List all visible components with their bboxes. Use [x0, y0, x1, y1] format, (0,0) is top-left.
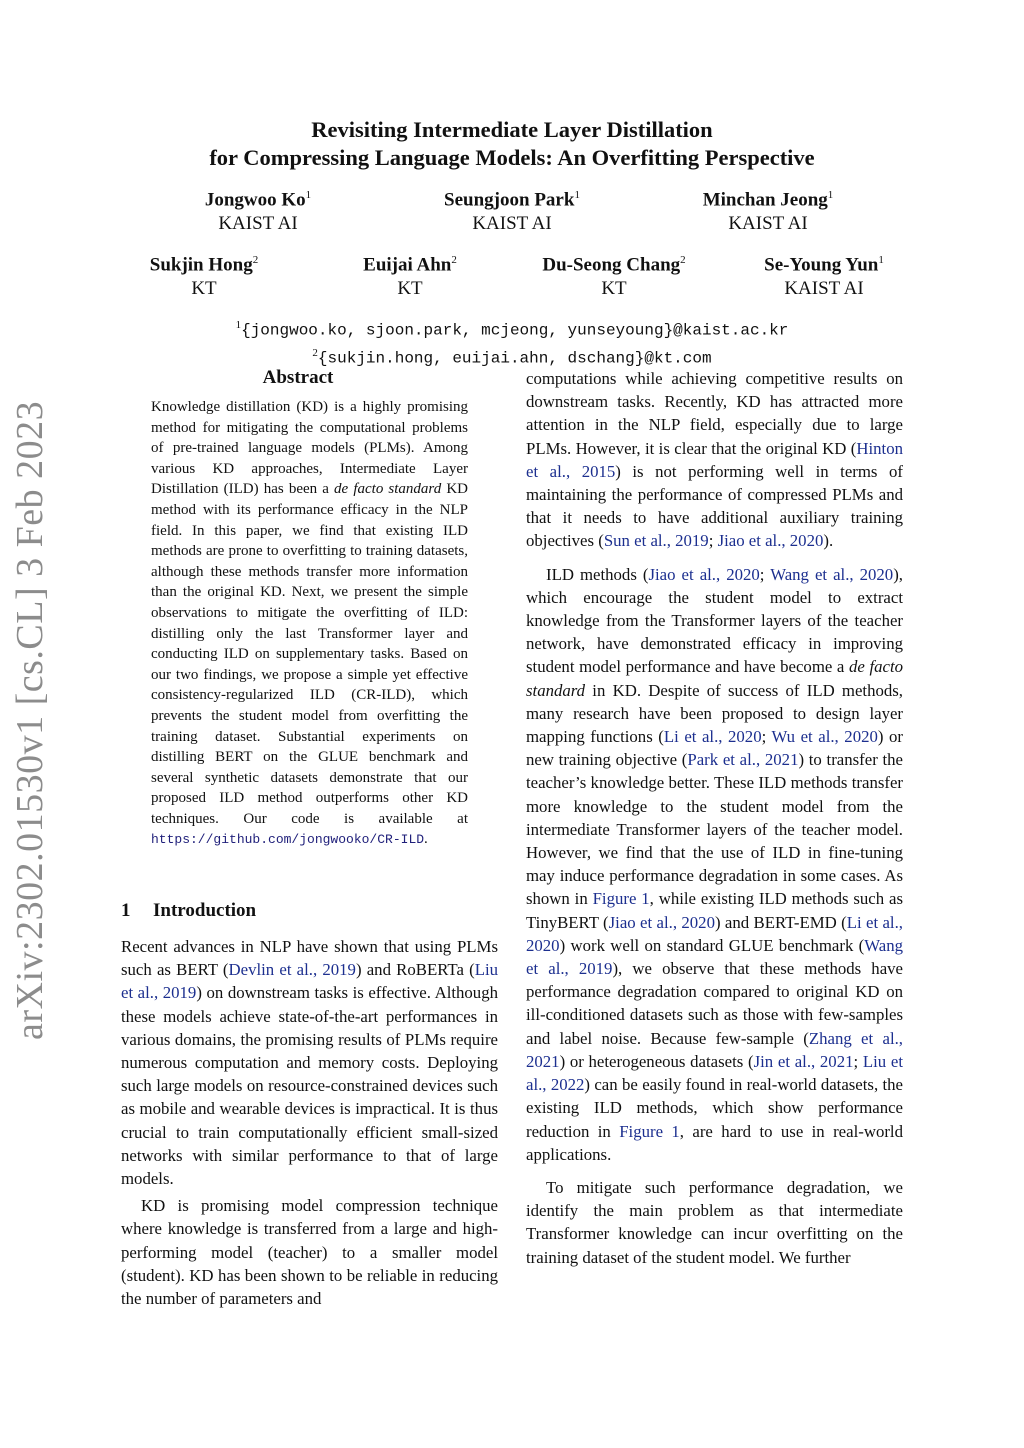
- author-affiliation: KT: [397, 278, 423, 300]
- intro-left-column: [121, 935, 498, 1310]
- citation-link[interactable]: Jiao et al., 2020: [717, 531, 824, 551]
- paragraph: KD is promising model compression technique where knowledge is transferred from a large and high-performing model (teacher) to a smaller model (student). KD has been shown to be reliable in reducing the number of parameters and: [121, 1196, 498, 1309]
- section-number: 1: [121, 900, 131, 921]
- section-heading: [121, 900, 256, 922]
- author-emails: [0, 314, 1024, 371]
- author-block: [124, 248, 284, 301]
- abstract-heading: Abstract: [262, 367, 334, 388]
- author-block: [330, 248, 490, 301]
- paragraph: Recent advances in NLP have shown that using PLMs such as BERT (Devlin et al., 2019) and RoBERTa (Liu et al., 2019) on downstream tasks is effective. Although these models achieve state-of-the-art performances in various domains, the promising results of PLMs require numerous computation and memory costs. Deploying such large models on resource-constrained devices such as mobile and wearable devices is impractical. It is thus crucial to train computationally efficient small-sized networks with similar performance to that of large models.: [121, 937, 499, 1189]
- citation-link[interactable]: Li et al., 2020: [663, 727, 762, 747]
- author-name: Minchan Jeong$^1$: [702, 189, 834, 211]
- citation-link[interactable]: Wu et al., 2020: [771, 727, 878, 747]
- author-name: Sukjin Hong$^2$: [149, 254, 259, 276]
- paper-title: [0, 116, 1024, 172]
- author-name: Se-Young Yun$^1$: [764, 254, 884, 276]
- author-name: Jongwoo Ko$^1$: [204, 189, 312, 211]
- author-name: Seungjoon Park$^1$: [444, 189, 580, 211]
- abstract-body: Knowledge distillation (KD) is a highly promising method for mitigating the computational problems of pre-trained language models (PLMs). Among various KD approaches, Intermediate Layer Distillation (ILD) has been a de facto standard KD method with its performance efficacy in the NLP field. In this paper, we find that existing ILD methods are prone to overfitting to training datasets, although these methods transfer more information than the original KD. Next, we present the simple observations to mitigate the overfitting of ILD: distilling only the last Transformer layer and conducting ILD on supplementary tasks. Based on our two findings, we propose a simple yet effective consistency-regularized ILD (CR-ILD), which prevents the student model from overfitting the training dataset. Substantial experiments on distilling BERT on the GLUE benchmark and several synthetic datasets demonstrate that our proposed ILD method outperforms other KD techniques. Our code is available at https://github.com/jongwooko/CR-ILD.: [151, 399, 469, 848]
- citation-link[interactable]: Jin et al., 2021: [753, 1051, 854, 1071]
- citation-link[interactable]: Wang et al., 2019: [526, 935, 903, 979]
- author-affiliation: KT: [191, 278, 217, 300]
- figure-link[interactable]: Figure 1: [592, 889, 650, 909]
- author-affiliation: KT: [601, 278, 627, 300]
- email-line: $^1${jongwoo.ko, sjoon.park, mcjeong, yunseyoung}@kaist.ac.kr: [235, 319, 789, 340]
- citation-link[interactable]: Devlin et al., 2019: [228, 960, 356, 980]
- figure-link[interactable]: Figure 1: [619, 1121, 680, 1141]
- paragraph: computations while achieving competitive results on downstream tasks. Recently, KD has attracted more attention in the NLP field, especially due to large PLMs. However, it is clear that the original KD (Hinton et al., 2015) is not performing well in terms of maintaining the performance of compressed PLMs and that it needs to have additional auxiliary training objectives (Sun et al., 2019; Jiao et al., 2020).: [526, 369, 903, 551]
- author-block: [668, 183, 868, 236]
- author-block: [524, 248, 704, 301]
- author-block: [158, 183, 358, 236]
- author-affiliation: KAIST AI: [218, 213, 298, 235]
- author-block: [734, 248, 914, 301]
- author-name: Du-Seong Chang$^2$: [542, 254, 686, 276]
- citation-link[interactable]: Liu et al., 2019: [121, 960, 499, 1003]
- citation-link[interactable]: Hinton et al., 2015: [526, 438, 903, 481]
- paragraph: To mitigate such performance degradation, we identify the main problem as that intermediate Transformer knowledge can incur overfitting on the training dataset of the student model. We further: [526, 1177, 903, 1267]
- citation-link[interactable]: Wang et al., 2020: [770, 564, 894, 584]
- author-block: [412, 183, 612, 236]
- arxiv-identifier: arXiv:2302.01530v1 [cs.CL] 3 Feb 2023: [9, 400, 51, 1040]
- paragraph: ILD methods (Jiao et al., 2020; Wang et al., 2020), which encourage the student model to extract knowledge from the Transformer layers of the teacher network, have demonstrated efficacy in improving student model performance and have become a de facto standard in KD. Despite of success of ILD methods, many research have been proposed to design layer mapping functions (Li et al., 2020; Wu et al., 2020) or new training objective (Park et al., 2021) to transfer the teacher’s knowledge better. These ILD methods transfer more knowledge to the student model from the intermediate Transformer layers of the teacher model. However, we find that the use of ILD in fine-tuning may induce performance degradation in some cases. As shown in Figure 1, while existing ILD methods such as TinyBERT (Jiao et al., 2020) and BERT-EMD (Li et al., 2020) work well on standard GLUE benchmark (Wang et al., 2019), we observe that these methods have performance degradation compared to original KD on ill-conditioned datasets such as those with few-samples and label noise. Because few-sample (Zhang et al., 2021) or heterogeneous datasets (Jin et al., 2021; Liu et al., 2022) can be easily found in real-world datasets, the existing ILD methods, which show performance reduction in Figure 1, are hard to use in real-world applications.: [526, 564, 904, 1164]
- citation-link[interactable]: Liu et al., 2022: [526, 1051, 903, 1095]
- code-link[interactable]: https://github.com/jongwooko/CR-ILD: [151, 832, 425, 848]
- author-affiliation: KAIST AI: [472, 213, 552, 235]
- citation-link[interactable]: Jiao et al., 2020: [608, 912, 715, 932]
- citation-link[interactable]: Li et al., 2020: [526, 912, 903, 955]
- intro-right-column: [526, 367, 903, 1269]
- email-line: $^2${sukjin.hong, euijai.ahn, dschang}@kt.com: [312, 347, 712, 368]
- citation-link[interactable]: Park et al., 2021: [687, 750, 799, 770]
- author-name: Euijai Ahn$^2$: [363, 254, 457, 276]
- section-title: Introduction: [153, 900, 257, 921]
- citation-link[interactable]: Jiao et al., 2020: [648, 564, 760, 584]
- title-line-1: Revisiting Intermediate Layer Distillation: [311, 117, 713, 142]
- title-line-2: for Compressing Language Models: An Overfitting Perspective: [209, 145, 815, 170]
- author-affiliation: KAIST AI: [728, 213, 808, 235]
- citation-link[interactable]: Zhang et al., 2021: [526, 1028, 903, 1071]
- citation-link[interactable]: Sun et al., 2019: [603, 531, 709, 551]
- author-affiliation: KAIST AI: [784, 278, 864, 300]
